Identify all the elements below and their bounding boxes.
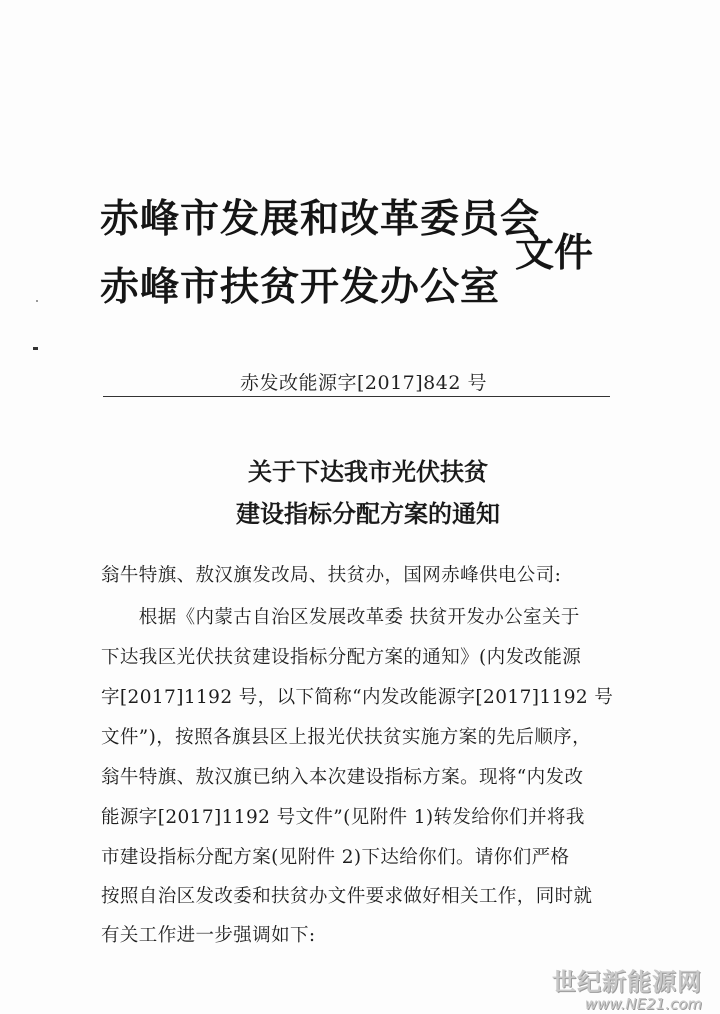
scan-speck: [36, 300, 38, 302]
body-line: 有关工作进一步强调如下:: [101, 925, 316, 946]
watermark-url: www.NE21.com: [584, 995, 702, 1013]
document-suffix: 文件: [515, 230, 594, 276]
notice-title-line-2: 建设指标分配方案的通知: [236, 499, 500, 528]
header-divider: [103, 396, 610, 397]
body-line: 能源字[2017]1192 号文件”(见附件 1)转发给你们并将我: [101, 807, 585, 828]
notice-title-line-1: 关于下达我市光伏扶贫: [248, 457, 488, 486]
site-watermark: [552, 962, 702, 1013]
body-line: 文件”)，按照各旗县区上报光伏扶贫实施方案的先后顺序，: [101, 727, 591, 748]
issuer-line-1: 赤峰市发展和改革委员会: [100, 196, 541, 242]
document-number: 赤发改能源字[2017]842 号: [240, 372, 487, 394]
issuer-line-2: 赤峰市扶贫开发办公室: [100, 264, 501, 310]
body-line: 根据《内蒙古自治区发展改革委 扶贫开发办公室关于: [101, 607, 580, 628]
body-line: 翁牛特旗、敖汉旗发改局、扶贫办，国网赤峰供电公司:: [101, 565, 562, 586]
body-line: 字[2017]1192 号，以下简称“内发改能源字[2017]1192 号: [101, 687, 614, 708]
watermark-name: 世纪新能源网: [552, 968, 702, 996]
body-line: 下达我区光伏扶贫建设指标分配方案的通知》(内发改能源: [101, 647, 582, 668]
scan-speck: [33, 347, 38, 350]
body-line: 翁牛特旗、敖汉旗已纳入本次建设指标方案。现将“内发改: [101, 767, 584, 788]
body-line: 市建设指标分配方案(见附件 2)下达给你们。请你们严格: [101, 847, 570, 868]
body-line: 按照自治区发改委和扶贫办文件要求做好相关工作，同时就: [101, 886, 593, 907]
